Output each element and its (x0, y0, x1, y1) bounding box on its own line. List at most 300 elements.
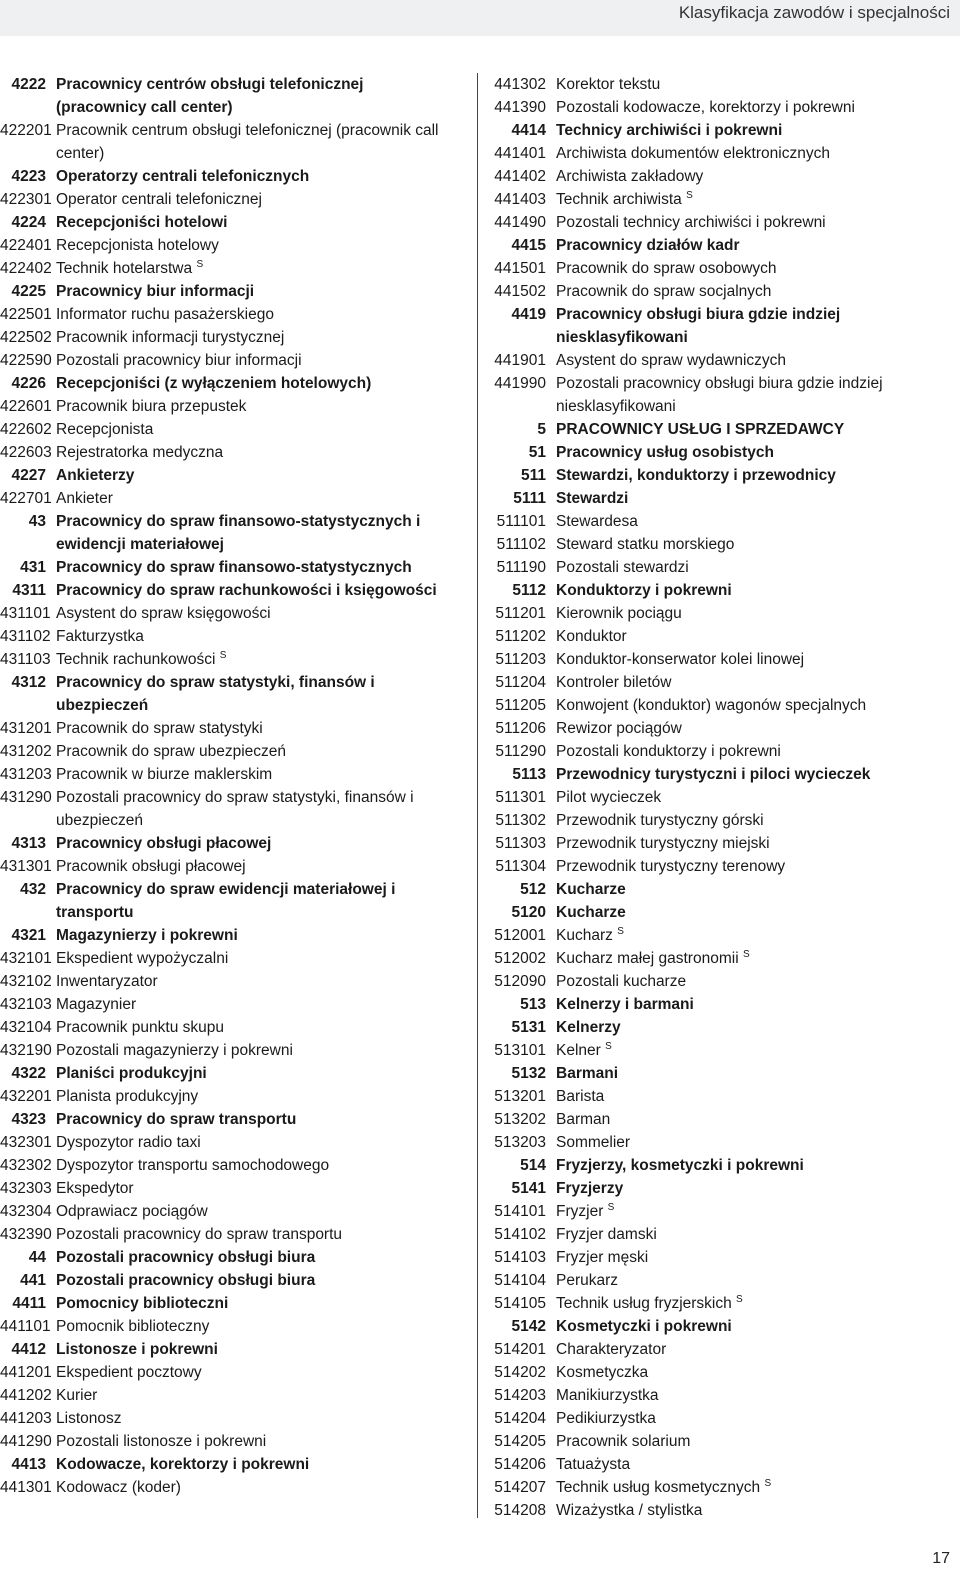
classification-label (556, 1338, 958, 1361)
label-text: Listonosz (56, 1410, 122, 1427)
classification-code: 514201 (494, 1341, 546, 1358)
classification-label (556, 855, 958, 878)
occupation-row (0, 648, 468, 671)
classification-code: 432101 (0, 950, 52, 967)
classification-group-row (488, 119, 958, 142)
label-text: Ekspedytor (56, 1180, 134, 1197)
classification-group-row (488, 1016, 958, 1039)
classification-code: 5113 (512, 766, 546, 783)
classification-label (56, 602, 468, 625)
classification-label (556, 694, 958, 717)
occupation-row (0, 1223, 468, 1246)
classification-code: 432303 (0, 1180, 52, 1197)
label-text: Pracownicy usług osobistych (556, 444, 774, 461)
classification-label (556, 372, 958, 418)
occupation-row (488, 142, 958, 165)
classification-label (56, 763, 468, 786)
classification-label (556, 625, 958, 648)
label-text: Kucharze (556, 904, 626, 921)
label-text: Pracownik punktu skupu (56, 1019, 225, 1036)
classification-group-row (0, 1062, 468, 1085)
classification-label (556, 211, 958, 234)
classification-code: 514204 (494, 1410, 546, 1427)
label-text: Technik archiwista (556, 191, 682, 208)
occupation-row (488, 1407, 958, 1430)
classification-label (556, 993, 958, 1016)
classification-label (56, 625, 468, 648)
page-header (0, 0, 960, 36)
classification-label (56, 1039, 468, 1062)
classification-group-row (0, 1246, 468, 1269)
occupation-row (0, 717, 468, 740)
classification-label (56, 556, 468, 579)
classification-label (56, 579, 468, 602)
classification-code: 514103 (494, 1249, 546, 1266)
classification-code: 514208 (494, 1502, 546, 1519)
occupation-row (0, 1384, 468, 1407)
occupation-row (488, 625, 958, 648)
classification-code: 441403 (494, 191, 546, 208)
label-text: Konduktor-konserwator kolei linowej (556, 651, 805, 668)
school-occupation-marker: S (605, 1041, 612, 1052)
label-text: Recepcjonista (56, 421, 154, 438)
classification-label (556, 1430, 958, 1453)
occupation-row (0, 441, 468, 464)
classification-group-row (0, 280, 468, 303)
classification-label (56, 970, 468, 993)
label-text: Pracownicy obsługi płacowej (56, 835, 272, 852)
classification-group-row (0, 556, 468, 579)
classification-label (56, 1200, 468, 1223)
classification-code: 4227 (11, 467, 46, 484)
classification-code: 513201 (494, 1088, 546, 1105)
occupation-row (488, 165, 958, 188)
label-text: Pozostali pracownicy obsługi biura gdzie indziej niesklasyfikowani (556, 375, 883, 415)
classification-label (56, 510, 468, 556)
label-text: Przewodnik turystyczny miejski (556, 835, 770, 852)
label-text: Technicy archiwiści i pokrewni (556, 122, 783, 139)
classification-group-row (0, 73, 468, 119)
classification-label (56, 1292, 468, 1315)
classification-label (556, 556, 958, 579)
label-text: Pracownik obsługi płacowej (56, 858, 246, 875)
classification-code: 514207 (494, 1479, 546, 1496)
classification-code: 431201 (0, 720, 52, 737)
occupation-row (0, 349, 468, 372)
occupation-row (488, 1430, 958, 1453)
classification-group-row (0, 1108, 468, 1131)
classification-code: 5112 (512, 582, 546, 599)
classification-code: 432301 (0, 1134, 52, 1151)
label-text: Konduktor (556, 628, 627, 645)
classification-group-row (488, 579, 958, 602)
classification-group-row (488, 878, 958, 901)
classification-group-row (0, 1269, 468, 1292)
classification-label (556, 763, 958, 786)
classification-code: 441 (20, 1272, 46, 1289)
school-occupation-marker: S (736, 1294, 743, 1305)
label-text: Pozostali pracownicy biur informacji (56, 352, 302, 369)
label-text: Pracownicy do spraw ewidencji materiałowej i transportu (56, 881, 396, 921)
occupation-row (488, 510, 958, 533)
label-text: Kelner (556, 1042, 601, 1059)
occupation-row (488, 855, 958, 878)
label-text: Recepcjoniści hotelowi (56, 214, 228, 231)
label-text: Fryzjerzy, kosmetyczki i pokrewni (556, 1157, 804, 1174)
classification-group-row (488, 1177, 958, 1200)
label-text: Manikiurzystka (556, 1387, 659, 1404)
occupation-row (0, 257, 468, 280)
occupation-row (488, 947, 958, 970)
classification-code: 422402 (0, 260, 52, 277)
classification-code: 514206 (494, 1456, 546, 1473)
classification-label (56, 349, 468, 372)
occupation-row (0, 303, 468, 326)
occupation-row (488, 96, 958, 119)
label-text: Pracownik solarium (556, 1433, 691, 1450)
occupation-row (488, 1384, 958, 1407)
label-text: Pilot wycieczek (556, 789, 662, 806)
occupation-row (0, 1039, 468, 1062)
label-text: Planiści produkcyjni (56, 1065, 207, 1082)
classification-label (556, 510, 958, 533)
label-text: Dyspozytor transportu samochodowego (56, 1157, 330, 1174)
classification-label (556, 1177, 958, 1200)
classification-label (56, 326, 468, 349)
classification-label (556, 924, 958, 947)
label-text: Przewodnik turystyczny terenowy (556, 858, 786, 875)
classification-group-row (0, 464, 468, 487)
label-text: Planista produkcyjny (56, 1088, 199, 1105)
classification-code: 4414 (511, 122, 546, 139)
classification-code: 432304 (0, 1203, 52, 1220)
classification-label (556, 188, 958, 211)
label-text: Operator centrali telefonicznej (56, 191, 262, 208)
occupation-row (0, 993, 468, 1016)
label-text: Stewardzi, konduktorzy i przewodnicy (556, 467, 836, 484)
classification-code: 4222 (11, 76, 46, 93)
classification-label (56, 1131, 468, 1154)
label-text: Rejestratorka medyczna (56, 444, 224, 461)
classification-label (556, 740, 958, 763)
label-text: Barmani (556, 1065, 619, 1082)
occupation-row (0, 1016, 468, 1039)
label-text: Recepcjoniści (z wyłączeniem hotelowych) (56, 375, 372, 392)
classification-label (56, 1062, 468, 1085)
classification-code: 441390 (494, 99, 546, 116)
classification-code: 4321 (11, 927, 46, 944)
occupation-row (488, 1361, 958, 1384)
classification-label (56, 165, 468, 188)
label-text: Kosmetyczki i pokrewni (556, 1318, 732, 1335)
classification-code: 441490 (494, 214, 546, 231)
classification-label (556, 602, 958, 625)
classification-code: 4415 (511, 237, 546, 254)
classification-group-row (0, 211, 468, 234)
occupation-row (488, 1039, 958, 1062)
classification-label (56, 188, 468, 211)
classification-code: 511303 (495, 835, 546, 852)
occupation-row (0, 1177, 468, 1200)
label-text: Kurier (56, 1387, 98, 1404)
classification-label (556, 901, 958, 924)
occupation-row (0, 1131, 468, 1154)
classification-code: 441203 (0, 1410, 52, 1427)
classification-label (56, 418, 468, 441)
label-text: Kodowacz (koder) (56, 1479, 181, 1496)
classification-code: 441290 (0, 1433, 52, 1450)
label-text: Pozostali pracownicy do spraw transportu (56, 1226, 343, 1243)
classification-label (556, 878, 958, 901)
occupation-row (0, 855, 468, 878)
label-text: Asystent do spraw księgowości (56, 605, 271, 622)
label-text: Kodowacze, korektorzy i pokrewni (56, 1456, 310, 1473)
classification-group-row (488, 441, 958, 464)
classification-label (556, 1131, 958, 1154)
classification-code: 514202 (494, 1364, 546, 1381)
classification-code: 4413 (11, 1456, 46, 1473)
classification-label (556, 487, 958, 510)
occupation-row (0, 947, 468, 970)
label-text: Pracownik informacji turystycznej (56, 329, 285, 346)
classification-label (56, 1269, 468, 1292)
classification-label (56, 1453, 468, 1476)
classification-group-row (488, 418, 958, 441)
classification-code: 511302 (495, 812, 546, 829)
classification-code: 511205 (495, 697, 546, 714)
classification-label (556, 648, 958, 671)
label-text: Pracownik do spraw osobowych (556, 260, 777, 277)
classification-label (556, 1384, 958, 1407)
classification-code: 432 (20, 881, 46, 898)
classification-code: 422201 (0, 122, 52, 139)
label-text: Kontroler biletów (556, 674, 672, 691)
school-occupation-marker: S (764, 1478, 772, 1489)
classification-code: 511203 (495, 651, 546, 668)
classification-label (556, 1062, 958, 1085)
label-text: Technik usług kosmetycznych (556, 1479, 761, 1496)
classification-code: 4226 (11, 375, 46, 392)
classification-label (56, 234, 468, 257)
classification-group-row (488, 487, 958, 510)
header-title: Klasyfikacja zawodów i specjalności (678, 3, 950, 22)
occupation-row (488, 671, 958, 694)
occupation-row (0, 326, 468, 349)
occupation-row (0, 1476, 468, 1499)
classification-code: 5142 (511, 1318, 546, 1335)
classification-code: 513101 (494, 1042, 546, 1059)
classification-label (56, 1476, 468, 1499)
occupation-row (488, 970, 958, 993)
label-text: Ekspedient pocztowy (56, 1364, 202, 1381)
classification-code: 422602 (0, 421, 52, 438)
classification-label (556, 1476, 958, 1499)
classification-code: 4312 (11, 674, 46, 691)
label-text: Pozostali technicy archiwiści i pokrewni (556, 214, 826, 231)
classification-label (56, 671, 468, 717)
occupation-row (488, 740, 958, 763)
classification-code: 511102 (496, 536, 546, 553)
classification-label (556, 257, 958, 280)
label-text: Informator ruchu pasażerskiego (56, 306, 274, 323)
label-text: Listonosze i pokrewni (56, 1341, 218, 1358)
classification-label (56, 464, 468, 487)
classification-label (556, 1039, 958, 1062)
label-text: Tatuażysta (556, 1456, 631, 1473)
occupation-row (488, 556, 958, 579)
classification-label (56, 1361, 468, 1384)
classification-code: 4411 (12, 1295, 46, 1312)
classification-group-row (0, 510, 468, 556)
label-text: Sommelier (556, 1134, 631, 1151)
school-occupation-marker: S (742, 949, 750, 960)
occupation-row (0, 602, 468, 625)
classification-code: 4224 (11, 214, 46, 231)
classification-code: 432190 (0, 1042, 52, 1059)
classification-label (56, 1154, 468, 1177)
occupation-row (0, 970, 468, 993)
label-text: Konwojent (konduktor) wagonów specjalnych (556, 697, 867, 714)
classification-label (56, 1223, 468, 1246)
classification-code: 514205 (494, 1433, 546, 1450)
classification-label (56, 717, 468, 740)
label-text: Pracownicy centrów obsługi telefonicznej (pracownicy call center) (56, 76, 364, 116)
classification-label (556, 1154, 958, 1177)
occupation-row (488, 809, 958, 832)
classification-code: 512090 (494, 973, 546, 990)
right-column (488, 73, 958, 1522)
classification-code: 5132 (511, 1065, 546, 1082)
occupation-row (0, 1315, 468, 1338)
classification-code: 441990 (494, 375, 546, 392)
classification-code: 431301 (0, 858, 52, 875)
label-text: Pomocnik biblioteczny (56, 1318, 210, 1335)
label-text: Przewodnicy turystyczni i piloci wycieczek (556, 766, 871, 783)
classification-label (556, 1016, 958, 1039)
classification-label (556, 1407, 958, 1430)
classification-code: 4225 (11, 283, 46, 300)
label-text: Perukarz (556, 1272, 619, 1289)
classification-code: 431203 (0, 766, 52, 783)
label-text: Rewizor pociągów (556, 720, 682, 737)
classification-label (556, 1292, 958, 1315)
label-text: Pracownik do spraw socjalnych (556, 283, 772, 300)
classification-code: 511 (520, 467, 546, 484)
occupation-row (488, 349, 958, 372)
label-text: Barista (556, 1088, 605, 1105)
classification-code: 511202 (495, 628, 546, 645)
classification-code: 4419 (511, 306, 546, 323)
classification-label (556, 1361, 958, 1384)
classification-code: 514203 (494, 1387, 546, 1404)
occupation-row (0, 395, 468, 418)
label-text: Pedikiurzystka (556, 1410, 656, 1427)
classification-code: 512 (520, 881, 546, 898)
occupation-row (488, 717, 958, 740)
classification-label (56, 257, 468, 280)
classification-label (556, 96, 958, 119)
column-divider (477, 73, 478, 1518)
classification-group-row (488, 993, 958, 1016)
occupation-row (488, 1085, 958, 1108)
school-occupation-marker: S (607, 1202, 615, 1213)
occupation-row (0, 786, 468, 832)
classification-code: 511204 (495, 674, 546, 691)
classification-label (56, 855, 468, 878)
label-text: Technik hotelarstwa (56, 260, 193, 277)
classification-label (56, 395, 468, 418)
classification-label (56, 740, 468, 763)
classification-label (56, 1430, 468, 1453)
occupation-row (488, 1269, 958, 1292)
classification-code: 511190 (496, 559, 546, 576)
classification-group-row (0, 878, 468, 924)
occupation-row (0, 625, 468, 648)
classification-label (556, 717, 958, 740)
label-text: Kelnerzy i barmani (556, 996, 694, 1013)
classification-code: 432102 (0, 973, 52, 990)
classification-label (56, 1407, 468, 1430)
classification-code: 51 (528, 444, 546, 461)
occupation-row (488, 1246, 958, 1269)
label-text: Pracownik do spraw statystyki (56, 720, 263, 737)
classification-code: 441101 (0, 1318, 51, 1335)
classification-group-row (488, 763, 958, 786)
classification-code: 431101 (0, 605, 51, 622)
label-text: Pracownicy do spraw transportu (56, 1111, 297, 1128)
classification-code: 441501 (494, 260, 546, 277)
classification-group-row (488, 234, 958, 257)
label-text: Stewardesa (556, 513, 638, 530)
classification-group-row (0, 1338, 468, 1361)
classification-code: 511201 (495, 605, 546, 622)
label-text: Odprawiacz pociągów (56, 1203, 208, 1220)
classification-label (56, 372, 468, 395)
label-text: Pozostali pracownicy obsługi biura (56, 1249, 316, 1266)
classification-label (556, 165, 958, 188)
classification-label (56, 1384, 468, 1407)
classification-code: 422501 (0, 306, 52, 323)
classification-code: 514104 (494, 1272, 546, 1289)
occupation-row (0, 763, 468, 786)
classification-label (56, 832, 468, 855)
classification-label (556, 418, 958, 441)
classification-group-row (0, 1292, 468, 1315)
label-text: Kosmetyczka (556, 1364, 649, 1381)
label-text: Magazynier (56, 996, 137, 1013)
label-text: Pracownicy działów kadr (556, 237, 740, 254)
label-text: Kucharz (556, 927, 613, 944)
occupation-row (0, 1407, 468, 1430)
label-text: Ekspedient wypożyczalni (56, 950, 229, 967)
classification-group-row (0, 372, 468, 395)
label-text: Pomocnicy biblioteczni (56, 1295, 229, 1312)
classification-code: 422601 (0, 398, 52, 415)
label-text: Pozostali stewardzi (556, 559, 689, 576)
classification-code: 431102 (0, 628, 51, 645)
label-text: Pracownicy do spraw finansowo-statystycznych i ewidencji materiałowej (56, 513, 421, 553)
occupation-row (0, 1154, 468, 1177)
classification-code: 5120 (511, 904, 546, 921)
classification-code: 511290 (495, 743, 546, 760)
classification-label (56, 487, 468, 510)
classification-group-row (488, 901, 958, 924)
classification-label (556, 671, 958, 694)
classification-group-row (488, 1315, 958, 1338)
occupation-row (488, 257, 958, 280)
classification-code: 422502 (0, 329, 52, 346)
classification-code: 432390 (0, 1226, 52, 1243)
